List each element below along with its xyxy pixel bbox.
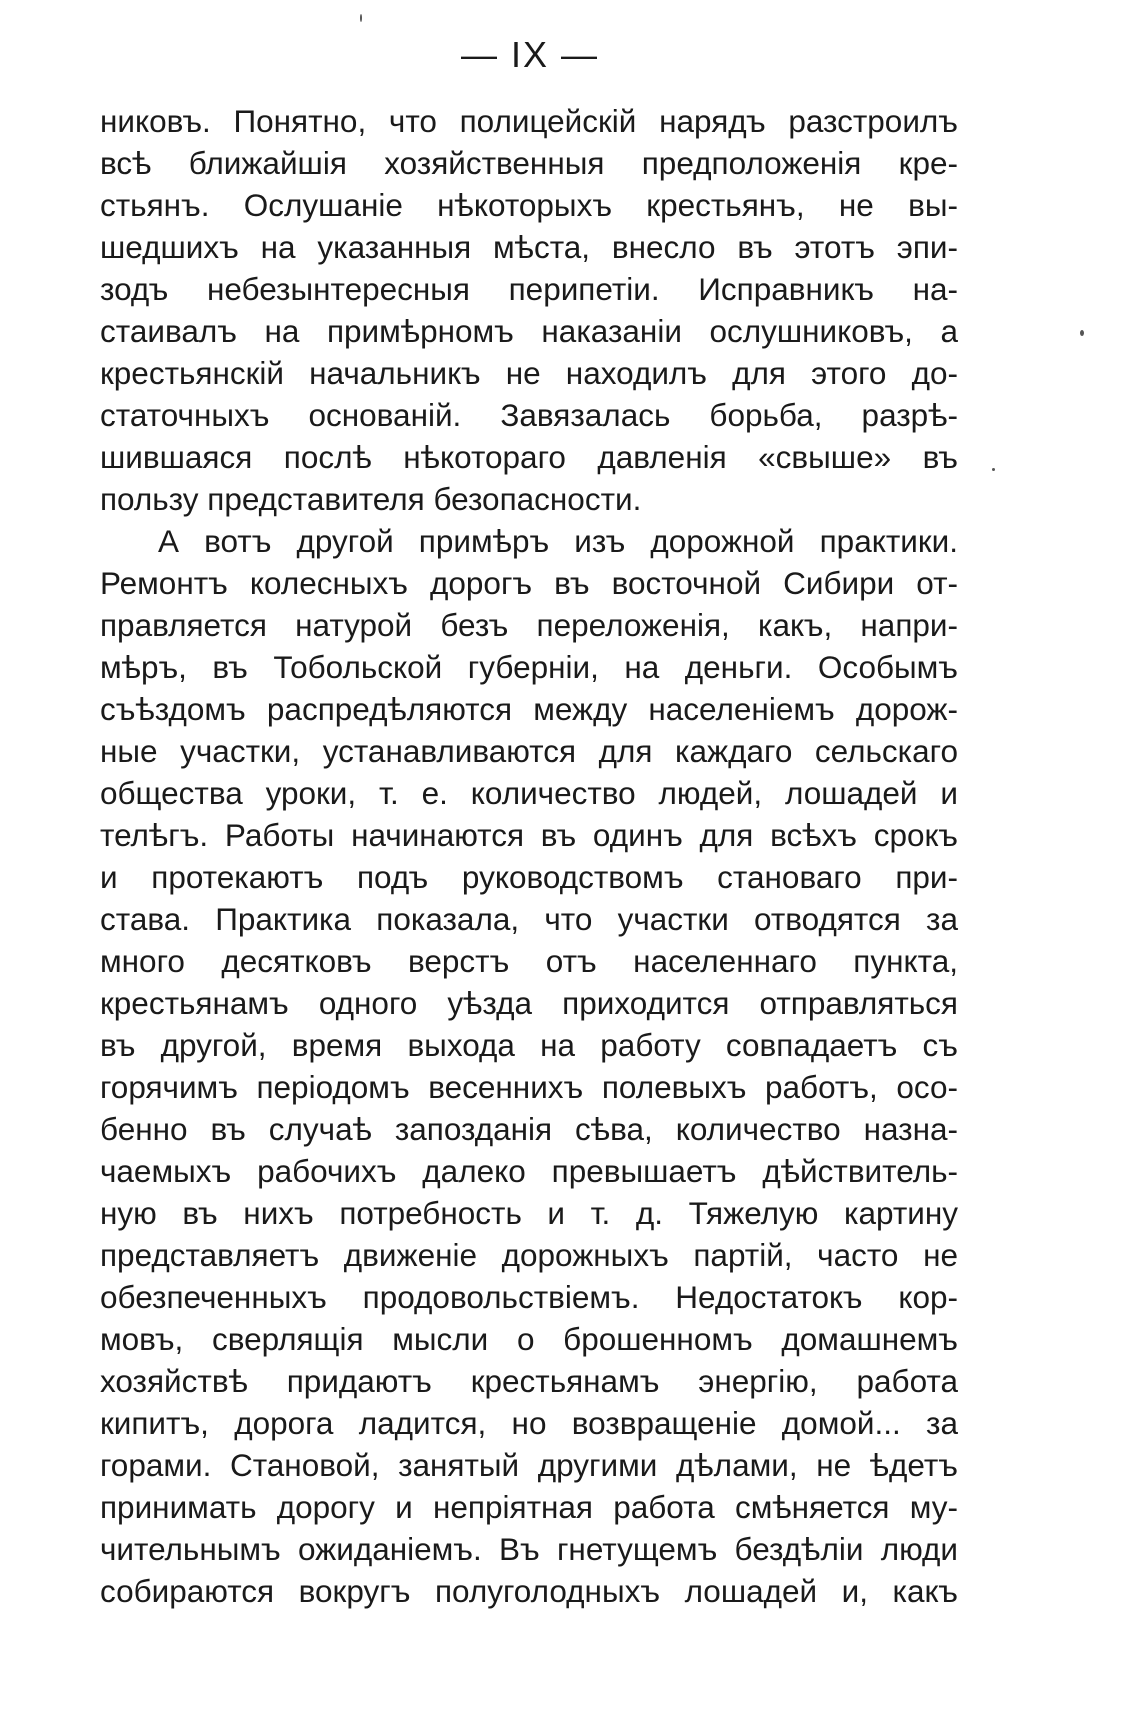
text-line: зодъ небезынтересныя перипетіи. Исправникъ на-: [100, 271, 958, 307]
text-line: горячимъ періодомъ весеннихъ полевыхъ работъ, осо-: [100, 1069, 958, 1105]
text-line: кипитъ, дорога ладится, но возвращеніе домой... за: [100, 1405, 958, 1441]
text-line: и протекаютъ подъ руководствомъ становаго при-: [100, 859, 958, 895]
text-line: шедшихъ на указанныя мѣста, внесло въ этотъ эпи-: [100, 229, 958, 265]
scan-speck: [992, 468, 995, 471]
text-line: никовъ. Понятно, что полицейскій нарядъ разстроилъ: [100, 103, 958, 139]
text-line: въ другой, время выхода на работу совпадаетъ съ: [100, 1027, 958, 1063]
paragraph-container: [100, 100, 958, 1612]
scan-speck: [360, 14, 362, 22]
text-line: горами. Становой, занятый другими дѣлами, не ѣдетъ: [100, 1447, 958, 1483]
text-line: принимать дорогу и непріятная работа смѣняется му-: [100, 1489, 958, 1525]
text-line: пользу представителя безопасности.: [100, 481, 642, 517]
text-line: правляется натурой безъ переложенія, какъ, напри-: [100, 607, 958, 643]
text-line: представляетъ движеніе дорожныхъ партій, часто не: [100, 1237, 958, 1273]
text-line: съѣздомъ распредѣляются между населеніемъ дорож-: [100, 691, 958, 727]
paragraph: [100, 520, 958, 1612]
text-line: крестьянскій начальникъ не находилъ для этого до-: [100, 355, 958, 391]
text-line: собираются вокругъ полуголодныхъ лошадей и, какъ: [100, 1573, 958, 1609]
text-line: Ремонтъ колесныхъ дорогъ въ восточной Сибири от-: [100, 565, 958, 601]
text-line: мовъ, сверлящія мысли о брошенномъ домашнемъ: [100, 1321, 958, 1357]
text-line: много десятковъ верстъ отъ населеннаго пункта,: [100, 943, 958, 979]
text-line: чаемыхъ рабочихъ далеко превышаетъ дѣйствитель-: [100, 1153, 958, 1189]
text-line: ную въ нихъ потребность и т. д. Тяжелую картину: [100, 1195, 958, 1231]
text-line: ные участки, устанавливаются для каждаго сельскаго: [100, 733, 958, 769]
text-line: телѣгъ. Работы начинаются въ одинъ для всѣхъ срокъ: [100, 817, 958, 853]
text-line: стьянъ. Ослушаніе нѣкоторыхъ крестьянъ, не вы-: [100, 187, 958, 223]
text-line: шившаяся послѣ нѣкотораго давленія «свыше» въ: [100, 439, 958, 475]
text-line: чительнымъ ожиданіемъ. Въ гнетущемъ бездѣліи люди: [100, 1531, 958, 1567]
text-line: статочныхъ основаній. Завязалась борьба, разрѣ-: [100, 397, 958, 433]
body-text: [100, 100, 958, 1612]
text-line: обезпеченныхъ продовольствіемъ. Недостатокъ кор-: [100, 1279, 958, 1315]
text-line: крестьянамъ одного уѣзда приходится отправляться: [100, 985, 958, 1021]
text-line: стаивалъ на примѣрномъ наказаніи ослушниковъ, а: [100, 313, 958, 349]
text-line: става. Практика показала, что участки отводятся за: [100, 901, 958, 937]
page-number: — IX —: [460, 34, 600, 75]
text-line: хозяйствѣ придаютъ крестьянамъ энергію, работа: [100, 1363, 958, 1399]
text-line: всѣ ближайшія хозяйственныя предположенія кре-: [100, 145, 958, 181]
text-line: А вотъ другой примѣръ изъ дорожной практики.: [158, 523, 958, 559]
text-line: мѣръ, въ Тобольской губерніи, на деньги. Особымъ: [100, 649, 958, 685]
text-line: бенно въ случаѣ запозданія сѣва, количество назна-: [100, 1111, 958, 1147]
text-line: общества уроки, т. е. количество людей, лошадей и: [100, 775, 958, 811]
scan-speck: [1080, 330, 1084, 336]
paragraph: [100, 100, 958, 520]
